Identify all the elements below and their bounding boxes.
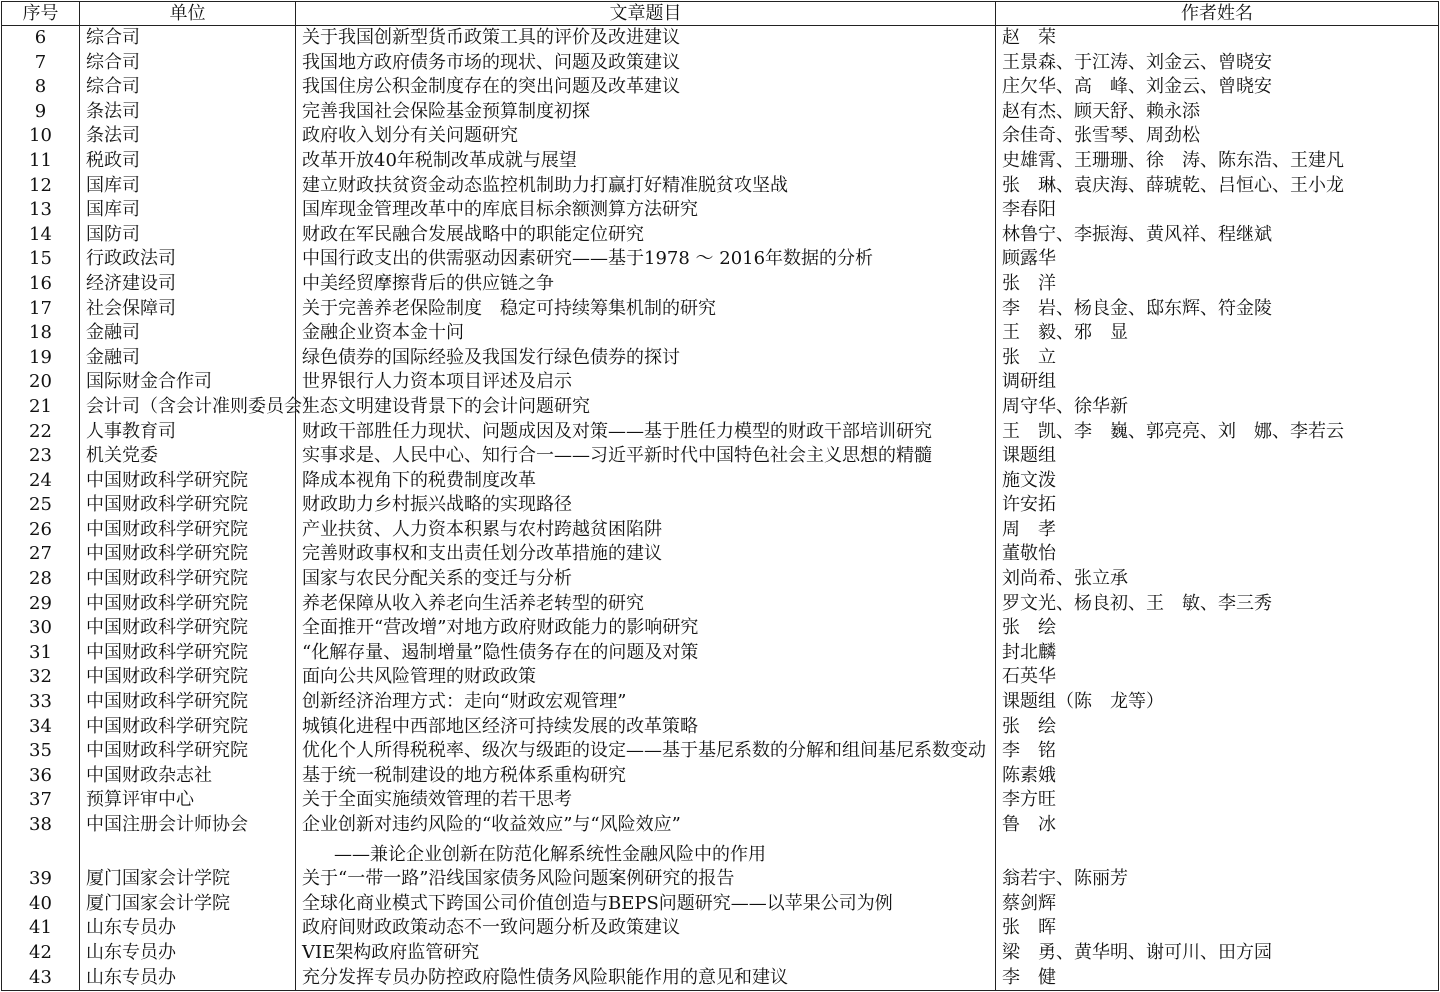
- table-row: [2, 813, 1439, 838]
- cell-seq: 37: [2, 788, 80, 813]
- cell-unit: 中国财政科学研究院: [80, 542, 296, 567]
- cell-author: 张 晖: [996, 916, 1439, 941]
- table-row: [2, 444, 1439, 469]
- cell-title: 财政在军民融合发展战略中的职能定位研究: [296, 223, 996, 248]
- cell-title: 产业扶贫、人力资本积累与农村跨越贫困陷阱: [296, 518, 996, 543]
- cell-unit: 条法司: [80, 100, 296, 125]
- cell-unit: 金融司: [80, 346, 296, 371]
- cell-title: 世界银行人力资本项目评述及启示: [296, 370, 996, 395]
- table-row: [2, 739, 1439, 764]
- cell-seq: 12: [2, 174, 80, 199]
- table-header: [2, 2, 1439, 26]
- cell-unit: 社会保障司: [80, 297, 296, 322]
- cell-author: 鲁 冰: [996, 813, 1439, 838]
- cell-seq: 31: [2, 641, 80, 666]
- cell-unit: 会计司（含会计准则委员会）: [80, 395, 296, 420]
- cell-unit: 国库司: [80, 174, 296, 199]
- cell-author: 李春阳: [996, 198, 1439, 223]
- empty-cell: [80, 843, 296, 868]
- table-row: [2, 592, 1439, 617]
- cell-author: 梁 勇、黄华明、谢可川、田方园: [996, 941, 1439, 966]
- cell-unit: 中国注册会计师协会: [80, 813, 296, 838]
- cell-seq: 19: [2, 346, 80, 371]
- cell-author: 罗文光、杨良初、王 敏、李三秀: [996, 592, 1439, 617]
- cell-unit: 国际财金合作司: [80, 370, 296, 395]
- table-row: [2, 75, 1439, 100]
- cell-unit: 厦门国家会计学院: [80, 867, 296, 892]
- cell-title: 政府间财政政策动态不一致问题分析及政策建议: [296, 916, 996, 941]
- cell-title: 养老保障从收入养老向生活养老转型的研究: [296, 592, 996, 617]
- cell-unit: 山东专员办: [80, 941, 296, 966]
- cell-title: 政府收入划分有关问题研究: [296, 124, 996, 149]
- table-row: [2, 916, 1439, 941]
- cell-author: 课题组: [996, 444, 1439, 469]
- cell-title: 关于全面实施绩效管理的若干思考: [296, 788, 996, 813]
- cell-unit: 机关党委: [80, 444, 296, 469]
- table-row: [2, 198, 1439, 223]
- table-row: [2, 867, 1439, 892]
- table-row: [2, 788, 1439, 813]
- cell-seq: 17: [2, 297, 80, 322]
- cell-author: 封北麟: [996, 641, 1439, 666]
- cell-author: 张 绘: [996, 715, 1439, 740]
- cell-author: 周守华、徐华新: [996, 395, 1439, 420]
- cell-title: 关于完善养老保险制度 稳定可持续筹集机制的研究: [296, 297, 996, 322]
- cell-title: 充分发挥专员办防控政府隐性债务风险职能作用的意见和建议: [296, 966, 996, 991]
- cell-seq: 24: [2, 469, 80, 494]
- table-row: [2, 149, 1439, 174]
- table-row: [2, 892, 1439, 917]
- table-row: [2, 616, 1439, 641]
- cell-title: 企业创新对违约风险的“收益效应”与“风险效应”: [296, 813, 996, 838]
- cell-unit: 综合司: [80, 51, 296, 76]
- cell-seq: 38: [2, 813, 80, 838]
- cell-author: 李 健: [996, 966, 1439, 991]
- empty-cell: [2, 843, 80, 868]
- cell-author: 王景森、于江涛、刘金云、曾晓安: [996, 51, 1439, 76]
- table-row: [2, 100, 1439, 125]
- cell-title: 基于统一税制建设的地方税体系重构研究: [296, 764, 996, 789]
- cell-seq: 27: [2, 542, 80, 567]
- cell-title: 关于“一带一路”沿线国家债务风险问题案例研究的报告: [296, 867, 996, 892]
- cell-author: 施文泼: [996, 469, 1439, 494]
- table-row: [2, 223, 1439, 248]
- cell-title: 改革开放40年税制改革成就与展望: [296, 149, 996, 174]
- cell-seq: 36: [2, 764, 80, 789]
- cell-unit: 中国财政科学研究院: [80, 739, 296, 764]
- cell-unit: 金融司: [80, 321, 296, 346]
- cell-title: “化解存量、遏制增量”隐性债务存在的问题及对策: [296, 641, 996, 666]
- table-row: [2, 493, 1439, 518]
- cell-seq: 43: [2, 966, 80, 991]
- cell-author: 李 铭: [996, 739, 1439, 764]
- cell-author: 张 洋: [996, 272, 1439, 297]
- cell-unit: 中国财政科学研究院: [80, 641, 296, 666]
- cell-seq: 13: [2, 198, 80, 223]
- cell-author: 许安拓: [996, 493, 1439, 518]
- cell-unit: 中国财政杂志社: [80, 764, 296, 789]
- table-row: [2, 346, 1439, 371]
- cell-author: 史雄霄、王珊珊、徐 涛、陈东浩、王建凡: [996, 149, 1439, 174]
- cell-seq: 21: [2, 395, 80, 420]
- cell-author: 庄欠华、高 峰、刘金云、曾晓安: [996, 75, 1439, 100]
- cell-title: 优化个人所得税税率、级次与级距的设定——基于基尼系数的分解和组间基尼系数变动: [296, 739, 996, 764]
- cell-unit: 中国财政科学研究院: [80, 493, 296, 518]
- table-row: [2, 321, 1439, 346]
- cell-unit: 中国财政科学研究院: [80, 715, 296, 740]
- cell-author: 陈素娥: [996, 764, 1439, 789]
- cell-seq: 35: [2, 739, 80, 764]
- cell-unit: 人事教育司: [80, 420, 296, 445]
- cell-author: 余佳奇、张雪琴、周劲松: [996, 124, 1439, 149]
- cell-seq: 15: [2, 247, 80, 272]
- cell-title: 财政干部胜任力现状、问题成因及对策——基于胜任力模型的财政干部培训研究: [296, 420, 996, 445]
- table-row: [2, 690, 1439, 715]
- table-row: [2, 247, 1439, 272]
- table-row: [2, 542, 1439, 567]
- cell-seq: 8: [2, 75, 80, 100]
- cell-unit: 厦门国家会计学院: [80, 892, 296, 917]
- cell-title: 城镇化进程中西部地区经济可持续发展的改革策略: [296, 715, 996, 740]
- cell-author: 张 琳、袁庆海、薛琥乾、吕恒心、王小龙: [996, 174, 1439, 199]
- cell-title: 生态文明建设背景下的会计问题研究: [296, 395, 996, 420]
- table-row: [2, 395, 1439, 420]
- cell-author: 赵 荣: [996, 26, 1439, 51]
- cell-title: 全面推开“营改增”对地方政府财政能力的影响研究: [296, 616, 996, 641]
- cell-title: 金融企业资本金十问: [296, 321, 996, 346]
- cell-seq: 10: [2, 124, 80, 149]
- cell-seq: 6: [2, 26, 80, 51]
- table-row-continuation: [2, 843, 1439, 868]
- table-row: [2, 370, 1439, 395]
- cell-title: 创新经济治理方式：走向“财政宏观管理”: [296, 690, 996, 715]
- cell-author: 李 岩、杨良金、邸东辉、符金陵: [996, 297, 1439, 322]
- cell-title: 财政助力乡村振兴战略的实现路径: [296, 493, 996, 518]
- cell-title: 中美经贸摩擦背后的供应链之争: [296, 272, 996, 297]
- cell-seq: 39: [2, 867, 80, 892]
- article-list-table: [1, 1, 1439, 991]
- table-row: [2, 420, 1439, 445]
- table-row: [2, 124, 1439, 149]
- cell-unit: 中国财政科学研究院: [80, 518, 296, 543]
- table-row: [2, 641, 1439, 666]
- cell-unit: 山东专员办: [80, 916, 296, 941]
- cell-author: 刘尚希、张立承: [996, 567, 1439, 592]
- cell-seq: 22: [2, 420, 80, 445]
- cell-seq: 20: [2, 370, 80, 395]
- cell-title: 完善财政事权和支出责任划分改革措施的建议: [296, 542, 996, 567]
- cell-author: 翁若宇、陈丽芳: [996, 867, 1439, 892]
- cell-title: 关于我国创新型货币政策工具的评价及改进建议: [296, 26, 996, 51]
- cell-author: 林鲁宁、李振海、黄风祥、程继斌: [996, 223, 1439, 248]
- cell-author: 赵有杰、顾天舒、赖永添: [996, 100, 1439, 125]
- header-unit: 单位: [80, 2, 296, 26]
- cell-seq: 25: [2, 493, 80, 518]
- cell-title: 国家与农民分配关系的变迁与分析: [296, 567, 996, 592]
- cell-seq: 33: [2, 690, 80, 715]
- cell-title: 全球化商业模式下跨国公司价值创造与BEPS问题研究——以苹果公司为例: [296, 892, 996, 917]
- cell-unit: 行政政法司: [80, 247, 296, 272]
- table-row: [2, 567, 1439, 592]
- cell-unit: 中国财政科学研究院: [80, 469, 296, 494]
- cell-subtitle: ——兼论企业创新在防范化解系统性金融风险中的作用: [296, 843, 996, 868]
- cell-title: VIE架构政府监管研究: [296, 941, 996, 966]
- cell-unit: 中国财政科学研究院: [80, 567, 296, 592]
- cell-author: 调研组: [996, 370, 1439, 395]
- cell-seq: 9: [2, 100, 80, 125]
- table-row: [2, 51, 1439, 76]
- cell-seq: 30: [2, 616, 80, 641]
- header-author: 作者姓名: [996, 2, 1439, 26]
- cell-seq: 18: [2, 321, 80, 346]
- cell-seq: 40: [2, 892, 80, 917]
- cell-unit: 中国财政科学研究院: [80, 592, 296, 617]
- cell-unit: 中国财政科学研究院: [80, 690, 296, 715]
- cell-seq: 41: [2, 916, 80, 941]
- cell-author: 李方旺: [996, 788, 1439, 813]
- cell-seq: 28: [2, 567, 80, 592]
- cell-unit: 国防司: [80, 223, 296, 248]
- cell-unit: 中国财政科学研究院: [80, 665, 296, 690]
- cell-title: 中国行政支出的供需驱动因素研究——基于1978 ～ 2016年数据的分析: [296, 247, 996, 272]
- table-row: [2, 941, 1439, 966]
- cell-title: 我国地方政府债务市场的现状、问题及政策建议: [296, 51, 996, 76]
- table-row: [2, 966, 1439, 991]
- cell-unit: 综合司: [80, 75, 296, 100]
- cell-seq: 42: [2, 941, 80, 966]
- cell-title: 面向公共风险管理的财政政策: [296, 665, 996, 690]
- cell-seq: 7: [2, 51, 80, 76]
- cell-unit: 综合司: [80, 26, 296, 51]
- table-row: [2, 272, 1439, 297]
- header-title: 文章题目: [296, 2, 996, 26]
- cell-title: 绿色债券的国际经验及我国发行绿色债券的探讨: [296, 346, 996, 371]
- cell-seq: 29: [2, 592, 80, 617]
- table-row: [2, 297, 1439, 322]
- cell-author: 张 立: [996, 346, 1439, 371]
- cell-title: 降成本视角下的税费制度改革: [296, 469, 996, 494]
- table-row: [2, 26, 1439, 51]
- cell-title: 我国住房公积金制度存在的突出问题及改革建议: [296, 75, 996, 100]
- cell-author: 王 凯、李 巍、郭亮亮、刘 娜、李若云: [996, 420, 1439, 445]
- cell-unit: 税政司: [80, 149, 296, 174]
- header-seq: 序号: [2, 2, 80, 26]
- cell-unit: 国库司: [80, 198, 296, 223]
- cell-unit: 条法司: [80, 124, 296, 149]
- cell-seq: 14: [2, 223, 80, 248]
- cell-author: 顾露华: [996, 247, 1439, 272]
- table-row: [2, 715, 1439, 740]
- empty-cell: [996, 843, 1439, 868]
- cell-seq: 23: [2, 444, 80, 469]
- cell-author: 周 孝: [996, 518, 1439, 543]
- cell-title: 实事求是、人民中心、知行合一——习近平新时代中国特色社会主义思想的精髓: [296, 444, 996, 469]
- cell-unit: 预算评审中心: [80, 788, 296, 813]
- cell-author: 石英华: [996, 665, 1439, 690]
- table-row: [2, 764, 1439, 789]
- cell-author: 课题组（陈 龙等）: [996, 690, 1439, 715]
- cell-author: 董敬怡: [996, 542, 1439, 567]
- table-body: [2, 26, 1439, 991]
- cell-seq: 32: [2, 665, 80, 690]
- cell-title: 建立财政扶贫资金动态监控机制助力打赢打好精准脱贫攻坚战: [296, 174, 996, 199]
- cell-unit: 中国财政科学研究院: [80, 616, 296, 641]
- cell-seq: 16: [2, 272, 80, 297]
- cell-seq: 26: [2, 518, 80, 543]
- cell-unit: 经济建设司: [80, 272, 296, 297]
- cell-seq: 34: [2, 715, 80, 740]
- table-row: [2, 665, 1439, 690]
- cell-title: 完善我国社会保险基金预算制度初探: [296, 100, 996, 125]
- cell-seq: 11: [2, 149, 80, 174]
- cell-author: 蔡剑辉: [996, 892, 1439, 917]
- cell-title: 国库现金管理改革中的库底目标余额测算方法研究: [296, 198, 996, 223]
- cell-author: 张 绘: [996, 616, 1439, 641]
- cell-author: 王 毅、邪 显: [996, 321, 1439, 346]
- table-row: [2, 518, 1439, 543]
- cell-unit: 山东专员办: [80, 966, 296, 991]
- table-row: [2, 174, 1439, 199]
- table-row: [2, 469, 1439, 494]
